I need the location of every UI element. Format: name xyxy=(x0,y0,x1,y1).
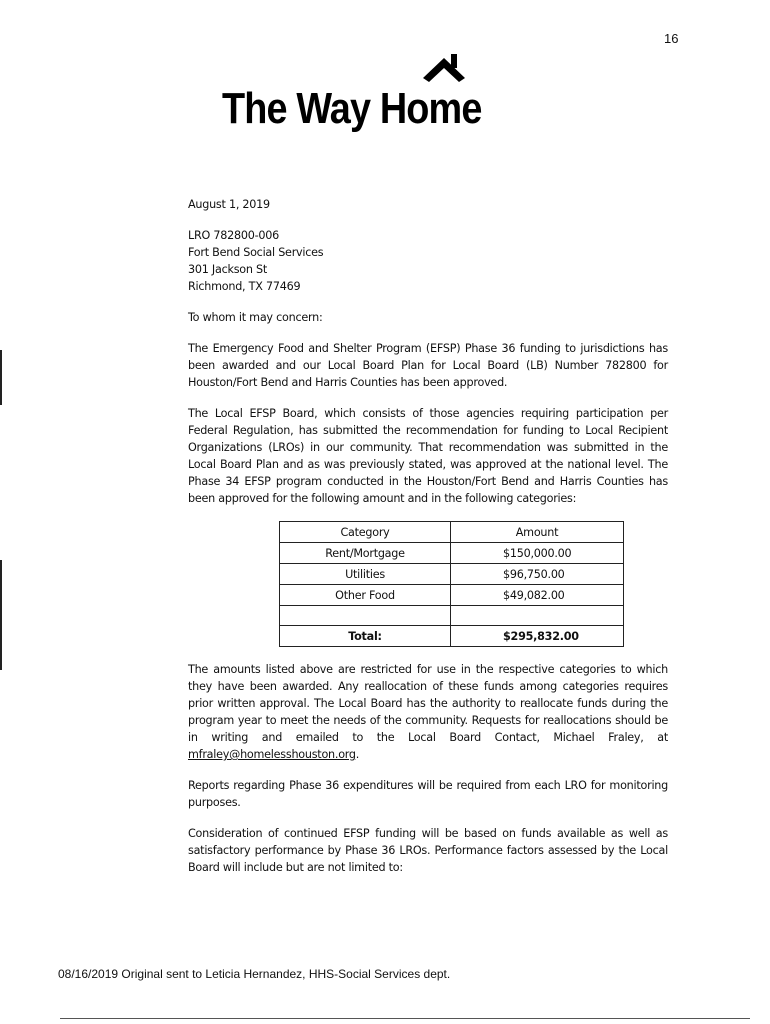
logo xyxy=(222,52,562,136)
amount-cell: $150,000.00 xyxy=(451,543,624,564)
paragraph-reports: Reports regarding Phase 36 expenditures will be required from each LRO for monitoring purposes. xyxy=(188,779,668,809)
paragraph-funding-awarded: The Emergency Food and Shelter Program (EFSP) Phase 36 funding to jurisdictions has been awarded and our Local Board Plan for Local Board (LB) Number 782800 for Houston/Fort Bend and Harris Counties has been approved. xyxy=(188,342,668,389)
scan-bottom-line xyxy=(60,1018,750,1019)
table-total-row xyxy=(280,626,624,647)
empty-cell xyxy=(451,606,624,626)
restrictions-text: The amounts listed above are restricted for use in the respective categories to which they have been awarded. Any reallocation of these funds among categories requires prior written approval. The Local Board has the authority to reallocate funds during the program year to meet the needs of the community. Requests for reallocations should be in writing and emailed to the Local Board Contact, Michael Fraley, at xyxy=(188,663,668,744)
table-row-empty xyxy=(280,606,624,626)
recipient-address xyxy=(188,227,668,295)
paragraph-local-board: The Local EFSP Board, which consists of those agencies requiring participation per Federal Regulation, has submitted the recommendation for funding to Local Recipient Organizations (LROs) in our community. That recommendation was submitted in the Local Board Plan and as was previously stated, was approved at the national level. The Phase 34 EFSP program conducted in the Houston/Fort Bend and Harris Counties has been approved for the following amount and in the following categories: xyxy=(188,407,668,505)
amount-cell: $49,082.00 xyxy=(451,585,624,606)
address-line: 301 Jackson St xyxy=(188,263,268,276)
header-amount: Amount xyxy=(451,522,624,543)
category-cell: Other Food xyxy=(280,585,451,606)
funding-table xyxy=(279,521,624,647)
house-roof-icon xyxy=(419,52,469,86)
table-row xyxy=(280,564,624,585)
page-number: 16 xyxy=(664,31,679,46)
letter-body xyxy=(188,196,668,890)
address-line: LRO 782800-006 xyxy=(188,229,279,242)
header-category: Category xyxy=(280,522,451,543)
scan-edge-mark xyxy=(0,350,2,405)
salutation: To whom it may concern: xyxy=(188,311,323,324)
empty-cell xyxy=(280,606,451,626)
address-line: Richmond, TX 77469 xyxy=(188,280,301,293)
paragraph-consideration: Consideration of continued EFSP funding will be based on funds available as well as satisfactory performance by Phase 36 LROs. Performance factors assessed by the Local Board will include but are not limited to: xyxy=(188,827,668,874)
category-cell: Utilities xyxy=(280,564,451,585)
letter-date: August 1, 2019 xyxy=(188,198,270,211)
category-cell: Rent/Mortgage xyxy=(280,543,451,564)
contact-email-link[interactable]: mfraley@homelesshouston.org xyxy=(188,748,356,761)
footer-note: 08/16/2019 Original sent to Leticia Hernandez, HHS-Social Services dept. xyxy=(58,967,451,981)
total-amount: $295,832.00 xyxy=(451,626,624,647)
table-row xyxy=(280,543,624,564)
address-line: Fort Bend Social Services xyxy=(188,246,324,259)
scan-edge-mark xyxy=(0,560,2,670)
logo-text: The Way Home xyxy=(222,84,482,133)
paragraph-restrictions xyxy=(188,661,668,763)
amount-cell: $96,750.00 xyxy=(451,564,624,585)
total-label: Total: xyxy=(280,626,451,647)
table-row xyxy=(280,585,624,606)
period: . xyxy=(355,748,360,761)
table-header-row xyxy=(280,522,624,543)
